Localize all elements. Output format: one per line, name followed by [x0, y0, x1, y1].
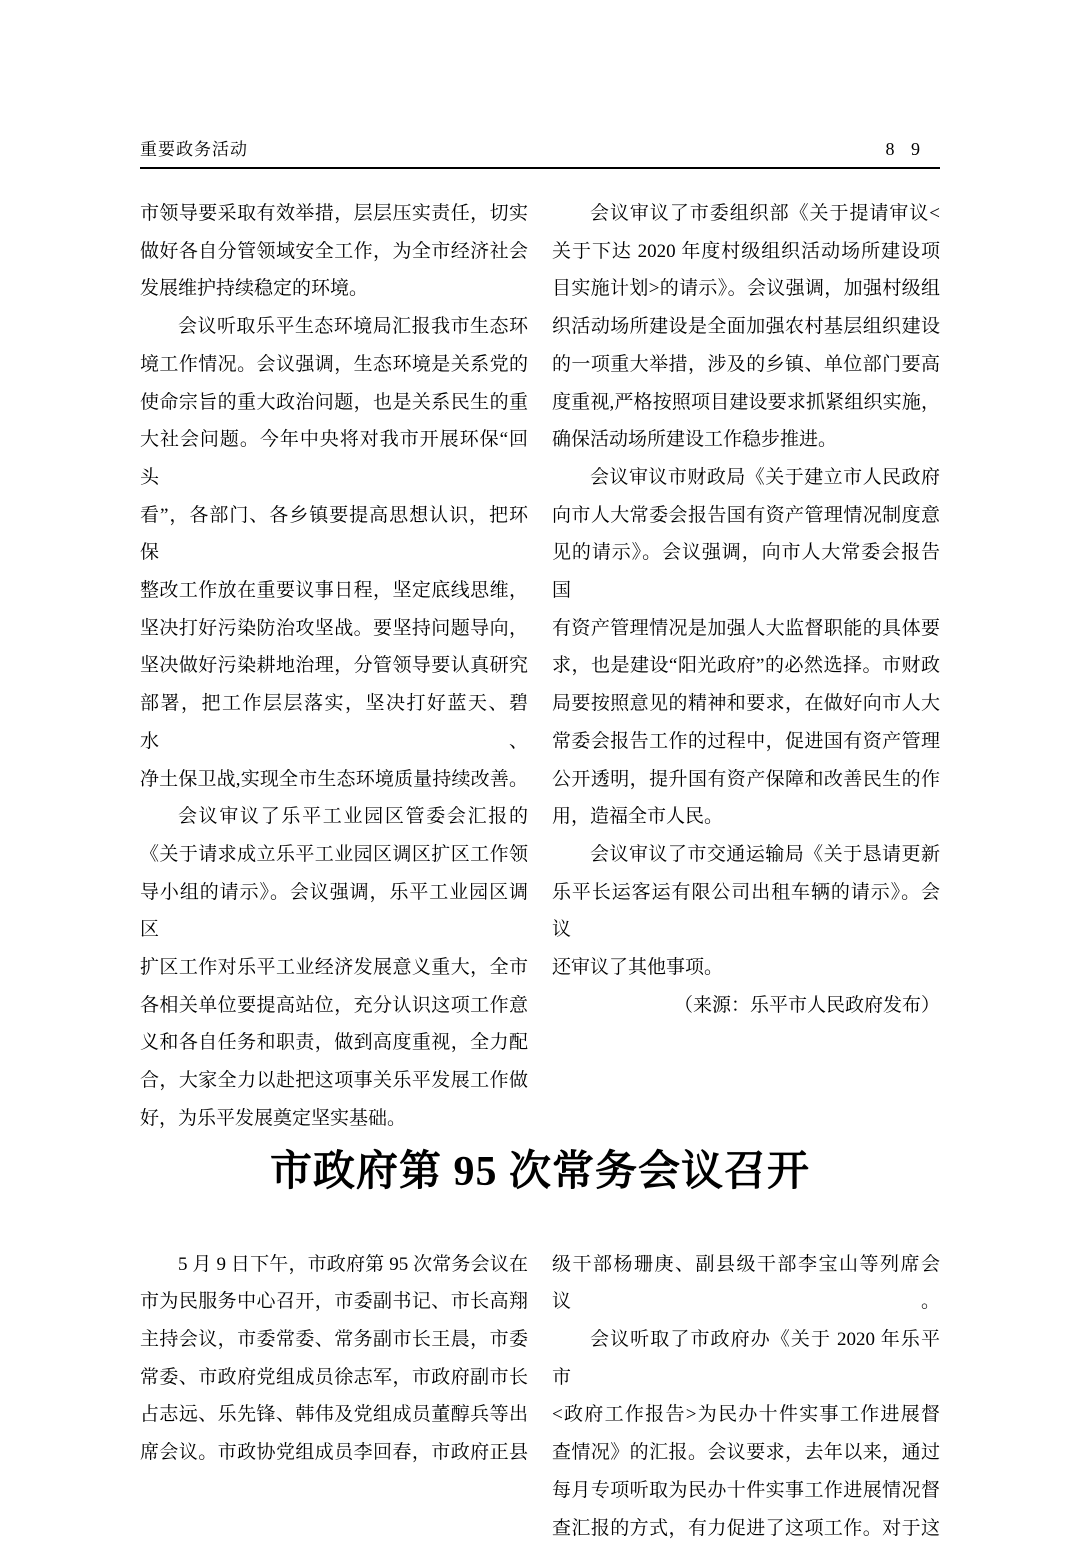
top-article-left-column: [140, 195, 528, 1138]
text-line: 还审议了其他事项。: [552, 949, 940, 987]
text-line: 导小组的请示》。会议强调，乐平工业园区调区: [140, 874, 528, 949]
header-rule: [140, 167, 940, 169]
text-line: 市为民服务中心召开，市委副书记、市长高翔: [140, 1283, 528, 1321]
text-line: 席会议。市政协党组成员李回春，市政府正县: [140, 1434, 528, 1472]
text-line: 会议审议了乐平工业园区管委会汇报的: [140, 798, 528, 836]
text-line: 常委会报告工作的过程中，促进国有资产管理: [552, 723, 940, 761]
bottom-article-right-column: [552, 1246, 940, 1547]
text-line: 看”，各部门、各乡镇要提高思想认识，把环保: [140, 497, 528, 572]
text-line: 乐平长运客运有限公司出租车辆的请示》。会议: [552, 874, 940, 949]
text-line: 用，造福全市人民。: [552, 798, 940, 836]
text-line: 《关于请求成立乐平工业园区调区扩区工作领: [140, 836, 528, 874]
page-number: 8 9: [886, 138, 941, 161]
text-line: 义和各自任务和职责，做到高度重视，全力配: [140, 1024, 528, 1062]
text-line: 公开透明，提升国有资产保障和改善民生的作: [552, 761, 940, 799]
text-line: 市领导要采取有效举措，层层压实责任，切实: [140, 195, 528, 233]
text-line: 好，为乐平发展奠定坚实基础。: [140, 1100, 528, 1138]
text-line: <政府工作报告>为民办十件实事工作进展督: [552, 1396, 940, 1434]
text-line: 整改工作放在重要议事日程，坚定底线思维，: [140, 572, 528, 610]
bottom-article: [140, 1246, 940, 1547]
text-line: 净土保卫战,实现全市生态环境质量持续改善。: [140, 761, 528, 799]
text-line: 主持会议，市委常委、常务副市长王晨，市委: [140, 1321, 528, 1359]
text-line: 查情况》的汇报。会议要求，去年以来，通过: [552, 1434, 940, 1472]
text-line: 的一项重大举措，涉及的乡镇、单位部门要高: [552, 346, 940, 384]
text-line: 占志远、乐先锋、韩伟及党组成员董醇兵等出: [140, 1396, 528, 1434]
text-line: 会议审议了市交通运输局《关于恳请更新: [552, 836, 940, 874]
text-line: 扩区工作对乐平工业经济发展意义重大，全市: [140, 949, 528, 987]
text-line: 级干部杨珊庚、副县级干部李宝山等列席会议。: [552, 1246, 940, 1321]
text-line: 度重视,严格按照项目建设要求抓紧组织实施，: [552, 384, 940, 422]
text-line: 5 月 9 日下午，市政府第 95 次常务会议在: [140, 1246, 528, 1284]
top-article: [140, 195, 940, 1138]
text-line: 目实施计划>的请示》。会议强调，加强村级组: [552, 270, 940, 308]
article-title: 市政府第 95 次常务会议召开: [140, 1146, 940, 1198]
text-line: 查汇报的方式，有力促进了这项工作。对于这: [552, 1510, 940, 1547]
text-line: 境工作情况。会议强调，生态环境是关系党的: [140, 346, 528, 384]
text-line: 发展维护持续稳定的环境。: [140, 270, 528, 308]
text-line: 确保活动场所建设工作稳步推进。: [552, 421, 940, 459]
text-line: 关于下达 2020 年度村级组织活动场所建设项: [552, 233, 940, 271]
header-section-label: 重要政务活动: [140, 138, 248, 161]
text-line: 会议听取乐平生态环境局汇报我市生态环: [140, 308, 528, 346]
text-line: 大社会问题。今年中央将对我市开展环保“回头: [140, 421, 528, 496]
page-header: [140, 138, 940, 161]
text-line: 会议听取了市政府办《关于 2020 年乐平市: [552, 1321, 940, 1396]
text-line: 会议审议市财政局《关于建立市人民政府: [552, 459, 940, 497]
text-line: 每月专项听取为民办十件实事工作进展情况督: [552, 1472, 940, 1510]
bottom-article-left-column: [140, 1246, 528, 1547]
text-line: 做好各自分管领域安全工作，为全市经济社会: [140, 233, 528, 271]
text-line: 坚决打好污染防治攻坚战。要坚持问题导向，: [140, 610, 528, 648]
text-line: 局要按照意见的精神和要求，在做好向市人大: [552, 685, 940, 723]
text-line: 有资产管理情况是加强人大监督职能的具体要: [552, 610, 940, 648]
text-line: 合，大家全力以赴把这项事关乐平发展工作做: [140, 1062, 528, 1100]
text-line: 常委、市政府党组成员徐志军，市政府副市长: [140, 1359, 528, 1397]
top-article-right-column: [552, 195, 940, 1138]
text-line: （来源：乐平市人民政府发布）: [552, 987, 940, 1025]
text-line: 部署，把工作层层落实，坚决打好蓝天、碧水、: [140, 685, 528, 760]
text-line: 会议审议了市委组织部《关于提请审议<: [552, 195, 940, 233]
text-line: 织活动场所建设是全面加强农村基层组织建设: [552, 308, 940, 346]
text-line: 向市人大常委会报告国有资产管理情况制度意: [552, 497, 940, 535]
text-line: 见的请示》。会议强调，向市人大常委会报告国: [552, 534, 940, 609]
text-line: 使命宗旨的重大政治问题，也是关系民生的重: [140, 384, 528, 422]
text-line: 坚决做好污染耕地治理，分管领导要认真研究: [140, 647, 528, 685]
text-line: 求，也是建设“阳光政府”的必然选择。市财政: [552, 647, 940, 685]
text-line: 各相关单位要提高站位，充分认识这项工作意: [140, 987, 528, 1025]
